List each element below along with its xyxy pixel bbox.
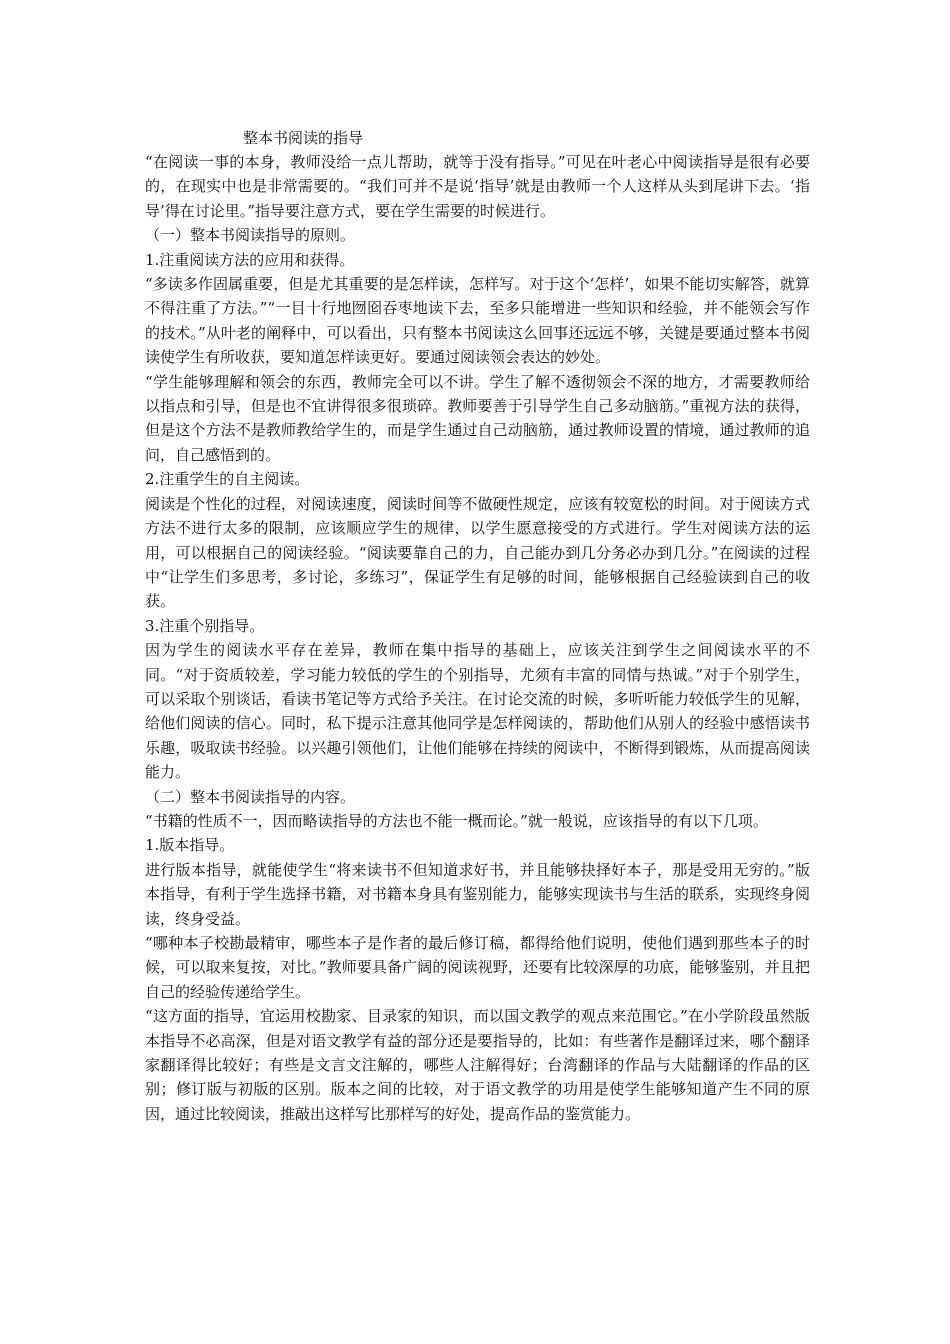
paragraph: “学生能够理解和领会的东西，教师完全可以不讲。学生了解不透彻领会不深的地方，才需要教师给以指点和引导，但是也不宜讲得很多很琐碎。教师要善于引导学生自己多动脑筋。”重视方法的获得，但是这个方法不是教师教给学生的，而是学生通过自己动脑筋，通过教师设置的情境，通过教师的追问，自己感悟到的。: [145, 372, 810, 464]
paragraph: “多读多作固属重要，但是尤其重要的是怎样读，怎样写。对于这个‘怎样’，如果不能切实解答，就算不得注重了方法。”“一目十行地囫囵吞枣地读下去，至多只能增进一些知识和经验，并不能领会写作的技术。”从叶老的阐释中，可以看出，只有整本书阅读这么回事还远远不够，关键是要通过整本书阅读使学生有所收获，要知道怎样读更好。要通过阅读领会表达的妙处。: [145, 275, 810, 367]
section-heading-content: （二）整本书阅读指导的内容。: [145, 787, 356, 806]
subheading-autonomous-reading: 2.注重学生的自主阅读。: [145, 470, 310, 489]
paragraph: “书籍的性质不一，因而略读指导的方法也不能一概而论。”就一般说，应该指导的有以下几项。: [145, 811, 768, 830]
section-heading-principles: （一）整本书阅读指导的原则。: [145, 226, 356, 245]
subheading-individual-guidance: 3.注重个别指导。: [145, 616, 265, 635]
document-body: [145, 150, 810, 1126]
document-title: 整本书阅读的指导: [243, 129, 364, 147]
subheading-edition-guidance: 1.版本指导。: [145, 836, 235, 855]
intro-paragraph: “在阅读一事的本身，教师没给一点儿帮助，就等于没有指导。”可见在叶老心中阅读指导是很有必要的，在现实中也是非常需要的。“我们可并不是说‘指导’就是由教师一个人这样从头到尾讲下去。‘指导’得在讨论里。”指导要注意方式，要在学生需要的时候进行。: [145, 153, 810, 220]
paragraph: “这方面的指导，宜运用校勘家、目录家的知识，而以国文教学的观点来范围它。”在小学阶段虽然版本指导不必高深，但是对语文教学有益的部分还是要指导的，比如：有些著作是翻译过来，哪个翻译家翻译得比较好；有些是文言文注解的，哪些人注解得好；台湾翻译的作品与大陆翻译的作品的区别；修订版与初版的区别。版本之间的比较，对于语文教学的功用是使学生能够知道产生不同的原因，通过比较阅读，推敲出这样写比那样写的好处，提高作品的鉴赏能力。: [145, 1007, 810, 1123]
paragraph: 进行版本指导，就能使学生“将来读书不但知道求好书，并且能够抉择好本子，那是受用无穷的。”版本指导，有利于学生选择书籍，对书籍本身具有鉴别能力，能够实现读书与生活的联系，实现终身阅读，终身受益。: [145, 860, 810, 928]
subheading-method: 1.注重阅读方法的应用和获得。: [145, 250, 355, 269]
paragraph: 因为学生的阅读水平存在差异，教师在集中指导的基础上，应该关注到学生之间阅读水平的不同。“对于资质较差，学习能力较低的学生的个别指导，尤须有丰富的同情与热诚。”对于个别学生，可以采取个别谈话，看读书笔记等方式给予关注。在讨论交流的时候，多听听能力较低学生的见解，给他们阅读的信心。同时，私下提示注意其他同学是怎样阅读的，帮助他们从别人的经验中感悟读书乐趣，吸取读书经验。以兴趣引领他们，让他们能够在持续的阅读中，不断得到锻炼，从而提高阅读能力。: [145, 641, 810, 782]
document-page: [145, 126, 810, 1126]
paragraph: 阅读是个性化的过程，对阅读速度，阅读时间等不做硬性规定，应该有较宽松的时间。对于阅读方式方法不进行太多的限制，应该顺应学生的规律，以学生愿意接受的方式进行。学生对阅读方法的运用，可以根据自己的阅读经验。“阅读要靠自己的力，自己能办到几分务必办到几分。”在阅读的过程中“让学生们多思考，多讨论，多练习”，保证学生有足够的时间，能够根据自己经验读到自己的收获。: [145, 494, 810, 611]
paragraph: “哪种本子校勘最精审，哪些本子是作者的最后修订稿，都得给他们说明，使他们遇到那些本子的时候，可以取来复按，对比。”教师要具备广阔的阅读视野，还要有比较深厚的功底，能够鉴别，并且把自己的经验传递给学生。: [145, 934, 810, 1001]
